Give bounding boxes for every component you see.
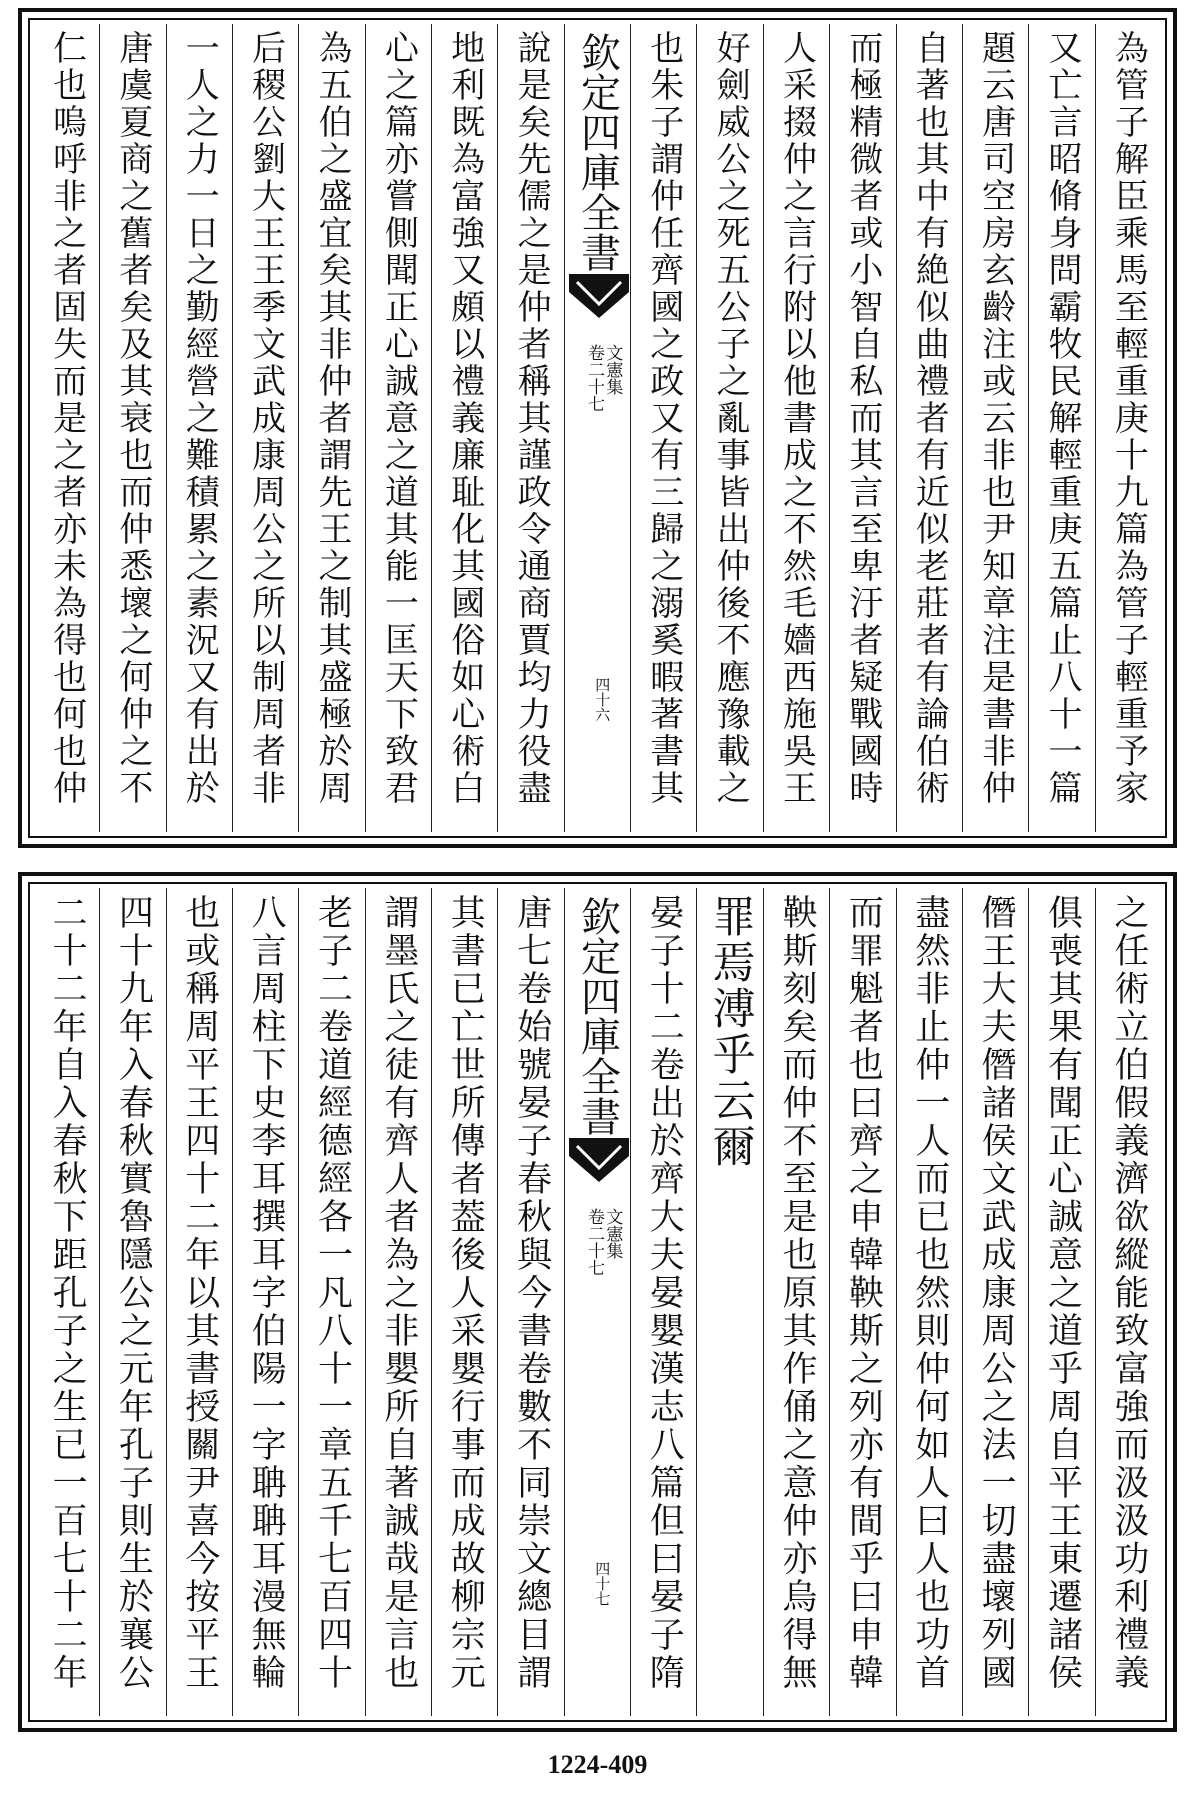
column-text: 好劍威公之死五公子之亂事皆出仲後不應豫載之	[710, 30, 751, 807]
column-text: 也或稱周平王四十二年以其書授關尹喜今按平王	[179, 894, 220, 1692]
column-text: 唐七卷始號晏子春秋與今書卷數不同崇文總目謂	[511, 894, 552, 1692]
page-number: 1224-409	[547, 1750, 648, 1779]
column-text: 二十二年自入春秋下距孔子之生已一百七十二年	[47, 894, 88, 1692]
text-column	[696, 888, 762, 1716]
fishtail-mark-icon	[569, 274, 629, 318]
column-text: 四十九年入春秋實魯隱公之元年孔子則生於襄公	[113, 894, 154, 1692]
text-column	[763, 888, 829, 1716]
volume-label: 卷二十七	[584, 344, 605, 412]
column-text: 心之篇亦嘗側聞正心誠意之道其能一匡天下致君	[378, 30, 419, 807]
folio-number: 四十六	[593, 677, 612, 722]
column-text: 謂墨氏之徒有齊人者為之非嬰所自著誠哉是言也	[378, 894, 419, 1692]
text-column	[365, 888, 431, 1716]
text-column	[630, 24, 696, 832]
collection-label: 文憲集	[602, 344, 623, 395]
text-column	[34, 888, 99, 1716]
column-text: 其書已亡世所傳者葢後人采嬰行事而成故柳宗元	[445, 894, 486, 1692]
column-text: 而罪魁者也曰齊之申韓鞅斯之列亦有間乎曰申韓	[843, 894, 884, 1692]
column-text: 晏子十二卷出於齊大夫晏嬰漢志八篇但曰晏子隋	[644, 894, 685, 1692]
text-column	[232, 24, 298, 832]
bottom-page-panel	[18, 872, 1177, 1732]
text-column	[962, 24, 1028, 832]
text-column	[829, 888, 895, 1716]
column-text: 也朱子謂仲任齊國之政又有三歸之溺奚暇著書其	[643, 30, 684, 807]
text-column	[1028, 24, 1094, 832]
text-column	[962, 888, 1028, 1716]
top-columns	[34, 24, 1161, 832]
text-column	[365, 24, 431, 832]
fishtail-mark-icon	[569, 1138, 629, 1182]
text-column	[99, 888, 165, 1716]
column-text: 為管子解臣乘馬至輕重庚十九篇為管子輕重予家	[1108, 30, 1149, 807]
bottom-columns	[34, 888, 1161, 1716]
text-column	[896, 24, 962, 832]
text-column	[763, 24, 829, 832]
column-text: 又亡言昭脩身問霸牧民解輕重庚五篇止八十一篇	[1041, 30, 1082, 807]
column-text: 鞅斯刻矣而仲不至是也原其作俑之意仲亦烏得無	[777, 894, 818, 1692]
text-column	[896, 888, 962, 1716]
column-text: 俱喪其果有聞正心誠意之道乎周自平王東遷諸侯	[1042, 894, 1083, 1692]
text-column	[1028, 888, 1094, 1716]
text-column	[1095, 888, 1161, 1716]
center-fold-column	[564, 24, 630, 832]
column-text: 人采掇仲之言行附以他書成之不然毛嬙西施吳王	[776, 30, 817, 807]
text-column	[1095, 24, 1161, 832]
text-column	[630, 888, 696, 1716]
text-column	[431, 24, 497, 832]
text-column	[166, 24, 232, 832]
text-column	[497, 888, 563, 1716]
text-column	[431, 888, 497, 1716]
column-text: 盡然非止仲一人而已也然則仲何如人曰人也功首	[909, 894, 950, 1692]
column-text: 一人之力一日之勤經營之難積累之素況又有出於	[179, 30, 220, 807]
center-fold-column	[564, 888, 630, 1716]
text-column	[298, 888, 364, 1716]
folio-number: 四十七	[593, 1561, 612, 1606]
text-column	[34, 24, 99, 832]
column-text: 罪焉溥乎云爾	[705, 894, 756, 1170]
column-text: 僭王大夫僭諸侯文武成康周公之法一切盡壞列國	[976, 894, 1017, 1692]
collection-label: 文憲集	[602, 1208, 623, 1259]
text-column	[99, 24, 165, 832]
top-page-panel	[18, 8, 1177, 848]
column-text: 地利既為富強又頗以禮義廉耻化其國俗如心術白	[444, 30, 485, 807]
text-column	[829, 24, 895, 832]
text-column	[497, 24, 563, 832]
text-column	[298, 24, 364, 832]
column-text: 唐虞夏商之舊者矣及其衰也而仲悉壞之何仲之不	[112, 30, 153, 807]
column-text: 之任術立伯假義濟欲縱能致富強而汲汲功利禮義	[1108, 894, 1149, 1692]
column-text: 后稷公劉大王王季文武成康周公之所以制周者非	[245, 30, 286, 807]
text-column	[166, 888, 232, 1716]
volume-label: 卷二十七	[584, 1208, 605, 1276]
text-column	[696, 24, 762, 832]
column-text: 八言周柱下史李耳撰耳字伯陽一字聃聃耳漫無輪	[246, 894, 287, 1692]
column-text: 而極精微者或小智自私而其言至卑汙者疑戰國時	[842, 30, 883, 807]
column-text: 仁也嗚呼非之者固失而是之者亦未為得也何也仲	[46, 30, 87, 807]
column-text: 老子二卷道經德經各一凡八十一章五千七百四十	[312, 894, 353, 1692]
column-text: 說是矣先儒之是仲者稱其謹政令通商賈均力役盡	[511, 30, 552, 807]
book-title: 欽定四庫全書	[574, 896, 621, 1136]
text-column	[232, 888, 298, 1716]
column-text: 為五伯之盛宜矣其非仲者謂先王之制其盛極於周	[312, 30, 352, 807]
book-title: 欽定四庫全書	[574, 32, 621, 272]
column-text: 題云唐司空房玄齡注或云非也尹知章注是書非仲	[975, 30, 1016, 807]
column-text: 自著也其中有絶似曲禮者有近似老莊者有論伯術	[909, 30, 950, 807]
